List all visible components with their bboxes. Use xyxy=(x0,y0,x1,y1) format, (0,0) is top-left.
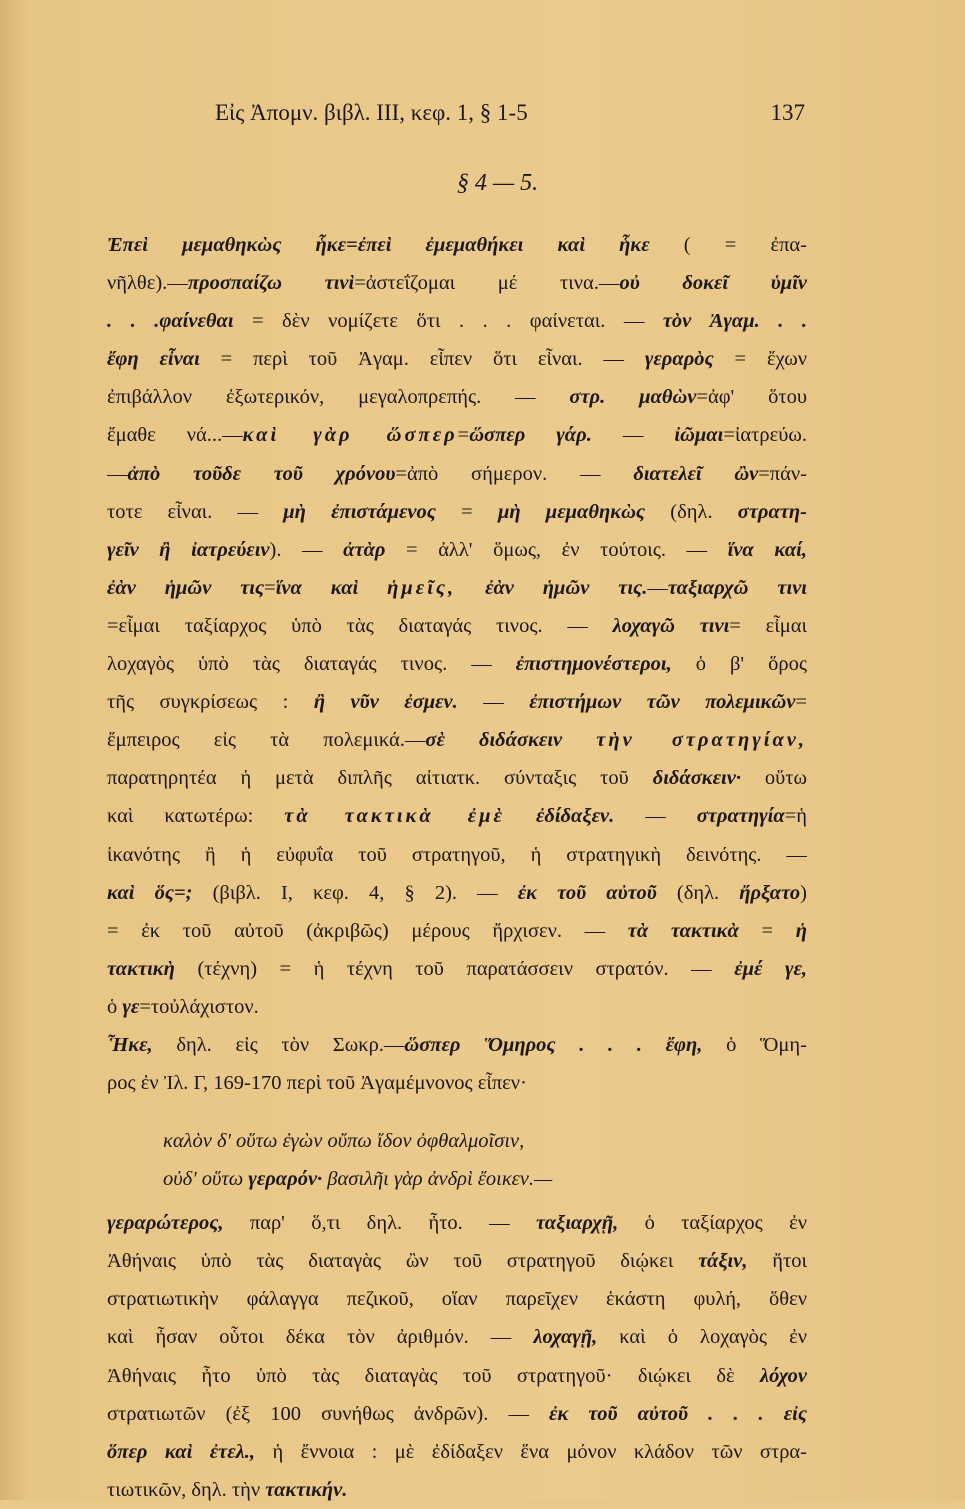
gloss: = ἔχων xyxy=(713,348,807,371)
lemma: ἐκ τοῦ αὐτοῦ . . . εἰς xyxy=(549,1402,807,1425)
lemma: ἔφη εἶναι xyxy=(107,348,200,371)
gloss: =ἀφ' ὅτου xyxy=(696,386,807,409)
text-line xyxy=(107,340,807,378)
gloss: παρατηρητέα ἡ μετὰ διπλῆς αἰτιατκ. σύνταξις τοῦ xyxy=(107,767,653,790)
lemma: προσπαίζω τινὶ xyxy=(187,272,355,295)
gloss: = ἀλλ' ὅμως, ἐν τούτοις. — xyxy=(385,538,728,561)
gloss: ρος ἐν Ἰλ. Γ, 169-170 περὶ τοῦ Ἀγαμέμνονος εἶπεν· xyxy=(107,1072,527,1095)
lemma: τακτικὴ xyxy=(107,957,175,980)
commentary-text xyxy=(107,226,807,1509)
text-line xyxy=(107,721,807,759)
gloss: καὶ κατωτέρω: xyxy=(107,805,285,828)
lemma: τὰ τακτικὰ ἐμὲ xyxy=(284,805,505,828)
text-line xyxy=(107,493,807,531)
lemma: καὶ γὰρ ὥσπερ xyxy=(242,424,458,447)
gloss: ὁ β' ὅρος xyxy=(671,653,807,676)
lemma: ἐπιστήμων τῶν πολεμικῶν xyxy=(529,691,796,714)
lemma: οὐ δοκεῖ ὑμῖν xyxy=(619,272,807,295)
gloss: — xyxy=(457,691,530,714)
gloss: ὁ xyxy=(107,995,123,1018)
text-line xyxy=(107,912,807,950)
gloss: ἱκανότης ἢ ἡ εὐφυΐα τοῦ στρατηγοῦ, ἡ στρατηγικὴ δεινότης. — xyxy=(107,843,807,866)
lemma: στρατη- xyxy=(737,500,807,523)
gloss: ). — xyxy=(269,538,344,561)
gloss: ( = ἐπα- xyxy=(649,234,807,256)
gloss: ἔμαθε νά...— xyxy=(107,424,243,447)
gloss: =ἀστεΐζομαι μέ τινα.— xyxy=(354,272,620,295)
gloss: τῆς συγκρίσεως : xyxy=(107,691,314,714)
text-line xyxy=(107,1318,807,1356)
paragraph-1 xyxy=(107,226,807,1026)
gloss xyxy=(358,577,387,599)
lemma: στρ. μαθὼν xyxy=(569,386,697,409)
gloss: = xyxy=(264,576,276,599)
text-line xyxy=(107,950,807,988)
text-line xyxy=(107,1433,807,1471)
text-line xyxy=(107,874,807,912)
gloss: νῆλθε).— xyxy=(107,272,188,295)
text-line xyxy=(107,759,807,797)
gloss: καὶ ἦσαν οὗτοι δέκα τὸν ἀριθμόν. — xyxy=(107,1326,534,1349)
paragraph-2 xyxy=(107,1026,807,1102)
lemma: τὰ τακτικὰ xyxy=(627,919,739,942)
lemma: τὸν Ἀγαμ. . . xyxy=(662,310,807,333)
gloss: — xyxy=(647,576,668,599)
lemma: σὲ διδάσκειν xyxy=(425,729,563,752)
gloss: βασιλῆι γὰρ ἀνδρὶ ἔοικεν.— xyxy=(322,1168,553,1191)
gloss: (βιβλ. I, κεφ. 4, § 2). — xyxy=(192,881,518,904)
gloss: καλὸν δ' οὕτω ἐγὼν οὔπω ἴδον ὀφθαλμοῖσιν, xyxy=(163,1130,525,1153)
gloss: — xyxy=(591,424,675,447)
lemma: ἵνα καὶ xyxy=(275,576,359,599)
gloss: (δηλ. xyxy=(645,500,738,523)
text-line xyxy=(107,1122,807,1160)
lemma: ἐπιστημονέστεροι, xyxy=(515,653,672,676)
lemma: ταξιαρχῇ, xyxy=(536,1212,619,1235)
text-line xyxy=(107,836,807,874)
lemma: γε xyxy=(122,995,140,1018)
lemma: λοχαγῇ, xyxy=(533,1326,598,1349)
gloss: τιωτικῶν, δηλ. τὴν xyxy=(107,1478,266,1501)
gloss: οὐδ' οὕτω xyxy=(163,1168,249,1191)
gloss xyxy=(505,805,536,827)
gloss: = ἐκ τοῦ αὐτοῦ (ἀκριβῶς) μέρους ἤρχισεν. — xyxy=(107,919,628,942)
homer-quotation xyxy=(107,1122,807,1198)
page-number: 137 xyxy=(770,100,805,125)
lemma: τάξιν, xyxy=(698,1250,748,1273)
text-line xyxy=(107,455,807,493)
text-line xyxy=(107,797,807,835)
gloss: = xyxy=(795,691,807,714)
gloss: = εἶμαι xyxy=(729,614,807,637)
lemma: μὴ μεμαθηκὼς xyxy=(497,500,646,523)
gloss: — xyxy=(614,805,697,828)
gloss xyxy=(456,577,485,599)
lemma: ἐὰν ἡμῶν τις. xyxy=(485,576,648,599)
gloss: ἤτοι xyxy=(747,1250,807,1273)
text-line xyxy=(107,1357,807,1395)
gloss: τοτε εἶναι. — xyxy=(107,500,284,523)
lemma: ἐδίδαξεν. xyxy=(535,805,615,828)
section-heading: § 4 — 5. xyxy=(456,170,539,196)
lemma: λοχαγῶ τινι xyxy=(612,614,730,637)
text-line xyxy=(107,226,807,264)
lemma: ἢ νῦν ἐσμεν. xyxy=(313,691,458,714)
gloss: =ἡ xyxy=(784,805,807,828)
text-line xyxy=(107,988,807,1026)
lemma: γεῖν ἢ ἰατρεύειν xyxy=(107,538,270,561)
text-line xyxy=(107,1160,807,1198)
lemma: γεραρώτερος, xyxy=(107,1212,224,1235)
gloss: δηλ. εἰς τὸν Σωκρ.— xyxy=(152,1033,405,1056)
lemma: ἀπὸ τοῦδε τοῦ χρόνου xyxy=(127,462,396,485)
text-line xyxy=(107,1395,807,1433)
text-line xyxy=(107,416,807,454)
text-line xyxy=(107,569,807,607)
lemma: γεραρόν· xyxy=(248,1168,323,1191)
text-line xyxy=(107,302,807,340)
gloss: =πάν- xyxy=(758,462,807,485)
lemma: διδάσκειν· xyxy=(652,767,741,790)
lemma: ἐὰν ἡμῶν τις xyxy=(107,576,265,599)
gloss: = xyxy=(435,500,498,523)
gloss: ὁ Ὅμη- xyxy=(702,1033,807,1056)
text-line xyxy=(107,645,807,683)
gloss: = xyxy=(457,424,470,447)
text-line xyxy=(107,531,807,569)
lemma: Ἧκε, xyxy=(107,1033,153,1056)
text-line xyxy=(107,1280,807,1318)
gloss: ἔμπειρος εἰς τὰ πολεμικά.— xyxy=(107,729,426,752)
lemma: τὴν στρατηγίαν, xyxy=(596,729,807,752)
gloss: ὁ ταξίαρχος ἐν xyxy=(618,1212,807,1235)
running-title: Εἰς Ἀπομν. βιβλ. III, κεφ. 1, § 1-5 xyxy=(215,100,528,125)
text-line xyxy=(107,683,807,721)
gloss xyxy=(562,729,596,751)
lemma: διατελεῖ ὢν xyxy=(633,462,759,485)
lemma: . . .φαίνεθαι xyxy=(107,310,234,333)
lemma: ἰῶμαι xyxy=(674,424,724,447)
text-line xyxy=(107,378,807,416)
gloss: — xyxy=(107,462,128,485)
lemma: Ἐπεὶ μεμαθηκὼς ἧκε=ἐπεὶ ἐμεμαθήκει καὶ ἧκε xyxy=(107,234,650,256)
gloss: καὶ ὁ λοχαγὸς ἐν xyxy=(597,1326,807,1349)
lemma: ἀτὰρ xyxy=(343,538,386,561)
text-line xyxy=(107,264,807,302)
text-line xyxy=(107,1064,807,1102)
lemma: ἐκ τοῦ αὐτοῦ xyxy=(517,881,657,904)
gloss: =τοὐλάχιστον. xyxy=(139,995,259,1018)
lemma: ἡμεῖς, xyxy=(387,576,457,599)
lemma: στρατηγία xyxy=(696,805,785,828)
text-line xyxy=(107,1471,807,1509)
gloss: (τέχνη) = ἡ τέχνη τοῦ παρατάσσειν στρατόν. — xyxy=(174,957,735,980)
gloss: (δηλ. xyxy=(656,881,740,904)
gloss: = περὶ τοῦ Ἀγαμ. εἶπεν ὅτι εἶναι. — xyxy=(199,348,645,371)
gloss: παρ' ὅ,τι δηλ. ἦτο. — xyxy=(223,1212,536,1235)
gloss: ) xyxy=(800,881,807,904)
lemma: ἐμέ γε, xyxy=(734,957,807,980)
lemma: ἤρξατο xyxy=(739,881,801,904)
gloss: =ἰατρεύω. xyxy=(723,424,807,447)
gloss: ἡ ἔννοια : μὲ ἐδίδαξεν ἕνα μόνον κλάδον τῶν στρα- xyxy=(255,1440,807,1463)
gloss: ἐπιβάλλον ἐξωτερικόν, μεγαλοπρεπής. — xyxy=(107,386,570,409)
lemma: γεραρὸς xyxy=(644,348,714,371)
lemma: καὶ ὅς=; xyxy=(107,881,193,904)
lemma: ὥσπερ γάρ. xyxy=(469,424,592,447)
lemma: λόχον xyxy=(760,1364,807,1387)
gloss: =εἶμαι ταξίαρχος ὑπὸ τὰς διαταγάς τινος. — xyxy=(107,614,613,637)
lemma: ὥσπερ Ὅμηρος . . . ἔφη, xyxy=(404,1033,703,1056)
gloss: = xyxy=(738,919,796,942)
lemma: μὴ ἐπιστάμενος xyxy=(283,500,436,523)
gloss: στρατιωτῶν (ἐξ 100 συνήθως ἀνδρῶν). — xyxy=(107,1402,550,1425)
lemma: ταξιαρχῶ τινι xyxy=(667,576,807,599)
lemma: ἵνα καί, xyxy=(727,538,807,561)
lemma: τακτικήν. xyxy=(265,1478,348,1501)
text-line xyxy=(107,1242,807,1280)
lemma: ὅπερ καὶ ἐτελ., xyxy=(107,1440,256,1463)
text-line xyxy=(107,607,807,645)
text-line xyxy=(107,1026,807,1064)
gloss: λοχαγὸς ὑπὸ τὰς διαταγάς τινος. — xyxy=(107,653,516,676)
text-line xyxy=(107,1204,807,1242)
gloss: =ἀπὸ σήμερον. — xyxy=(395,462,634,485)
gloss: = δὲν νομίζετε ὅτι . . . φαίνεται. — xyxy=(233,310,663,333)
gloss: οὕτω xyxy=(740,767,807,790)
gloss: Ἀθήναις ὑπὸ τὰς διαταγὰς ὢν τοῦ στρατηγοῦ διῴκει xyxy=(107,1250,699,1273)
gloss: Ἀθήναις ἦτο ὑπὸ τὰς διαταγὰς τοῦ στρατηγοῦ· διῴκει δὲ xyxy=(107,1364,761,1387)
lemma: ἡ xyxy=(795,919,807,942)
paragraph-3 xyxy=(107,1204,807,1509)
gloss: στρατιωτικὴν φάλαγγα πεζικοῦ, οἵαν παρεῖχεν ἑκάστη φυλή, ὅθεν xyxy=(107,1288,807,1311)
